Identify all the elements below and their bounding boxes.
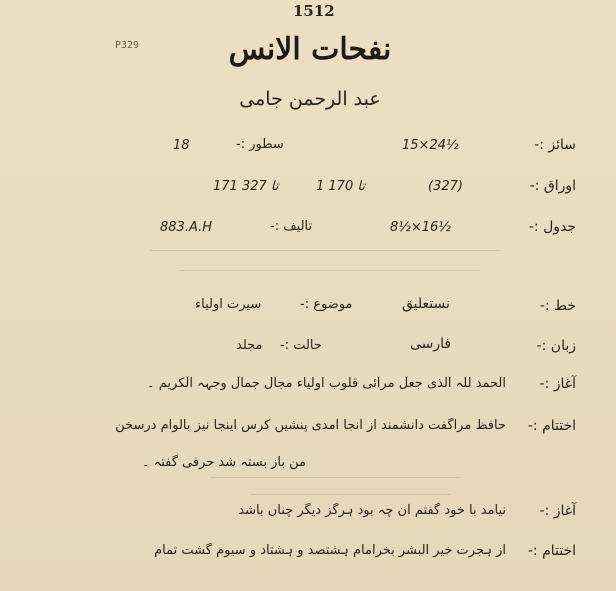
compiled-value: 883.A.H (160, 220, 212, 235)
folios-label: اوراق :- (529, 178, 576, 194)
folios-count: (327) (428, 179, 463, 194)
page-number: 1512 (293, 2, 335, 20)
incipit-label: آغاز :- (539, 376, 576, 392)
table-label: جدول :- (528, 219, 576, 235)
condition-label: حالت :- (280, 338, 322, 353)
bleed-line (150, 250, 500, 251)
incipit-text-2: نیامد با خود گفتم آن چہ بود ہرگز دیگر چناں باشد (238, 503, 506, 518)
script-value: نستعلیق (402, 296, 450, 312)
manuscript-title: نفحات الانس (228, 32, 392, 67)
folios-range-b: 171 تا 327 (213, 179, 279, 194)
condition-value: مجلد (236, 338, 263, 353)
explicit-label: اختتام :- (527, 418, 576, 434)
explicit-text-line2: من باز بستہ شد حرفی گفتہ ۔ (141, 455, 306, 470)
explicit-text-2: از ہجرت خیر البشر بخرامام ہشتصد و ہشتاد و سیوم گشت تمام (154, 543, 506, 558)
incipit-text: الحمد للہ الذی جعل مرائی قلوب اولیاء مجال جمال وجہہ الکریم ۔ (147, 376, 506, 391)
size-value: 15×24½ (402, 138, 459, 153)
compiled-label: تالیف :- (270, 219, 313, 234)
language-label: زبان :- (536, 338, 576, 354)
bleed-line (180, 270, 480, 271)
lines-value: 18 (173, 138, 190, 153)
table-value: 8½×16½ (390, 220, 451, 235)
size-label: سائز :- (534, 137, 576, 153)
bleed-line (250, 494, 450, 495)
explicit-text-line1: حافظ مراگفت دانشمند از آنجا آمدی پنشیں کرس اینجا نیز بالوام درسخن (115, 418, 506, 433)
explicit-label-2: اختتام :- (527, 543, 576, 559)
author-name: عبد الرحمن جامی (239, 88, 381, 110)
subject-value: سیرت اولیاء (195, 297, 262, 312)
subject-label: موضوع :- (300, 297, 353, 312)
reference-code: P329 (115, 40, 140, 51)
bleed-line (210, 477, 460, 478)
language-value: فارسی (410, 336, 452, 352)
script-label: خط :- (539, 298, 576, 314)
incipit-label-2: آغاز :- (539, 503, 576, 519)
folios-range-a: 1 تا 170 (316, 179, 365, 194)
lines-label: سطور :- (236, 137, 284, 152)
